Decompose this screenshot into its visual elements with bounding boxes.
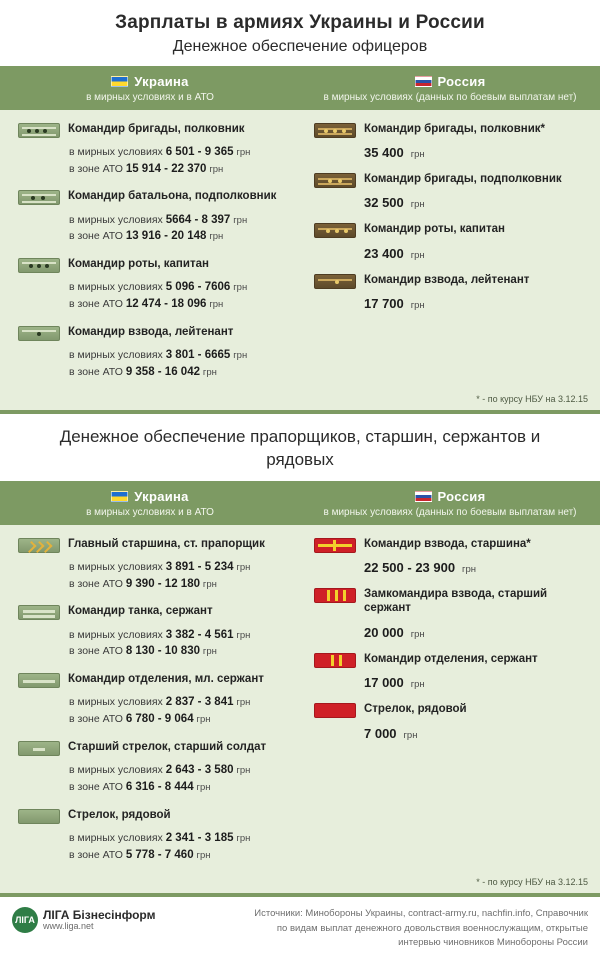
officers-panel-body bbox=[0, 110, 600, 395]
amount-peace: 6 501 - 9 365 bbox=[165, 145, 234, 158]
rank-title: Командир взвода, лейтенант bbox=[364, 273, 530, 286]
amount-peace: 2 837 - 3 841 bbox=[165, 696, 234, 709]
currency-label: грн bbox=[410, 249, 425, 261]
shoulder-board-icon bbox=[314, 538, 356, 553]
rank-title: Командир отделения, сержант bbox=[364, 652, 538, 665]
list-item bbox=[314, 222, 590, 260]
header-ukraine bbox=[0, 485, 300, 525]
shoulder-board-icon bbox=[314, 123, 356, 138]
pay-amount bbox=[364, 560, 590, 575]
currency-label: грн bbox=[410, 628, 425, 640]
sources-line-2: по видам выплат денежного довольствия военнослужащим, открытые bbox=[276, 922, 588, 934]
russia-flag-icon bbox=[415, 76, 432, 87]
pay-ato bbox=[69, 296, 290, 313]
label-ato: в зоне АТО bbox=[69, 230, 123, 243]
rank-title: Командир взвода, старшина* bbox=[364, 537, 531, 550]
amount-ato: 12 474 - 18 096 bbox=[125, 298, 207, 311]
pay-amount bbox=[364, 675, 590, 690]
pay-amount bbox=[364, 296, 590, 311]
currency-label: грн bbox=[209, 299, 224, 311]
rank-title: Командир отделения, мл. сержант bbox=[68, 673, 264, 686]
currency-label: грн bbox=[233, 282, 248, 294]
sources-note bbox=[254, 907, 588, 950]
list-item bbox=[314, 537, 590, 575]
rank-title: Командир бригады, полковник bbox=[68, 122, 245, 135]
section-title-enlisted: Денежное обеспечение прапорщиков, старшин, сержантов и рядовых bbox=[59, 427, 541, 469]
amount-peace: 2 643 - 3 580 bbox=[165, 764, 234, 777]
amount-ato: 6 316 - 8 444 bbox=[125, 780, 194, 793]
amount-value: 22 500 - 23 900 bbox=[364, 560, 456, 576]
officers-column-ukraine bbox=[0, 110, 300, 395]
pay-ato bbox=[69, 711, 290, 728]
pay-amount bbox=[364, 726, 590, 741]
pay-amount bbox=[364, 195, 590, 210]
currency-label: грн bbox=[202, 646, 217, 658]
pay-ato bbox=[69, 779, 290, 796]
amount-value: 32 500 bbox=[364, 195, 404, 211]
amount-ato: 15 914 - 22 370 bbox=[125, 162, 207, 175]
shoulder-board-icon bbox=[314, 653, 356, 668]
shoulder-board-icon bbox=[314, 588, 356, 603]
shoulder-board-icon bbox=[314, 703, 356, 718]
currency-label: грн bbox=[196, 781, 211, 793]
header-russia bbox=[300, 485, 600, 525]
list-item bbox=[314, 652, 590, 690]
list-item bbox=[18, 740, 290, 796]
pay-peace bbox=[69, 694, 290, 711]
rank-title: Стрелок, рядовой bbox=[68, 808, 171, 821]
shoulder-board-icon bbox=[314, 223, 356, 238]
pay-peace bbox=[69, 279, 290, 296]
amount-peace: 3 891 - 5 234 bbox=[165, 561, 234, 574]
ukraine-flag-icon bbox=[111, 76, 128, 87]
currency-label: грн bbox=[403, 729, 418, 741]
list-item bbox=[314, 587, 590, 640]
amount-value: 17 700 bbox=[364, 296, 404, 312]
conditions-label-russia: в мирных условиях (данных по боевым выплатам нет) bbox=[323, 506, 577, 518]
pay-ato bbox=[69, 364, 290, 381]
logo[interactable] bbox=[12, 907, 155, 933]
rank-title: Командир роты, капитан bbox=[364, 223, 505, 236]
shoulder-board-icon bbox=[18, 123, 60, 138]
country-label-russia: Россия bbox=[437, 74, 486, 90]
pay-peace bbox=[69, 559, 290, 576]
list-item bbox=[314, 122, 590, 160]
list-item bbox=[18, 808, 290, 864]
rank-title: Главный старшина, ст. прапорщик bbox=[68, 537, 265, 550]
list-item bbox=[314, 702, 590, 740]
amount-value: 23 400 bbox=[364, 245, 404, 261]
list-item bbox=[18, 257, 290, 313]
rank-title: Стрелок, рядовой bbox=[364, 703, 467, 716]
header-russia bbox=[300, 70, 600, 110]
header-ukraine bbox=[0, 70, 300, 110]
label-ato: в зоне АТО bbox=[69, 848, 123, 861]
currency-label: грн bbox=[236, 146, 251, 158]
currency-label: грн bbox=[236, 629, 251, 641]
rank-title: Командир роты, капитан bbox=[68, 258, 209, 271]
amount-ato: 8 130 - 10 830 bbox=[125, 645, 200, 658]
page-subtitle: Денежное обеспечение офицеров bbox=[172, 37, 428, 55]
footnote-enlisted: * - по курсу НБУ на 3.12.15 bbox=[476, 877, 588, 888]
sources-line-3: интервью чиновников Минобороны России bbox=[398, 936, 588, 948]
currency-label: грн bbox=[236, 832, 251, 844]
enlisted-column-russia bbox=[300, 525, 600, 878]
amount-value: 17 000 bbox=[364, 675, 404, 691]
pay-ato bbox=[69, 643, 290, 660]
logo-name: ЛІГА Бізнесінформ bbox=[43, 907, 156, 922]
pay-peace bbox=[69, 212, 290, 229]
shoulder-board-icon bbox=[18, 538, 60, 553]
label-ato: в зоне АТО bbox=[69, 577, 123, 590]
currency-label: грн bbox=[202, 578, 217, 590]
shoulder-board-icon bbox=[314, 274, 356, 289]
currency-label: грн bbox=[236, 697, 251, 709]
amount-peace: 3 801 - 6665 bbox=[165, 349, 231, 362]
russia-flag-icon bbox=[415, 491, 432, 502]
pay-peace bbox=[69, 830, 290, 847]
logo-icon: ЛІГА bbox=[12, 907, 38, 933]
list-item bbox=[18, 325, 290, 381]
pay-peace bbox=[69, 347, 290, 364]
currency-label: грн bbox=[196, 714, 211, 726]
list-item bbox=[18, 189, 290, 245]
currency-label: грн bbox=[202, 366, 217, 378]
page-title: Зарплаты в армиях Украины и России bbox=[115, 12, 485, 33]
footer bbox=[0, 897, 600, 950]
amount-value: 20 000 bbox=[364, 624, 404, 640]
label-ato: в зоне АТО bbox=[69, 298, 123, 311]
currency-label: грн bbox=[233, 350, 248, 362]
currency-label: грн bbox=[410, 679, 425, 691]
label-peace: в мирных условиях bbox=[69, 696, 163, 709]
rank-title: Командир бригады, подполковник bbox=[364, 172, 562, 185]
amount-ato: 9 390 - 12 180 bbox=[125, 577, 200, 590]
footnote-marker: * bbox=[526, 537, 531, 550]
enlisted-panel bbox=[0, 481, 600, 898]
rank-title: Командир взвода, лейтенант bbox=[68, 325, 234, 338]
label-peace: в мирных условиях bbox=[69, 145, 163, 158]
ukraine-flag-icon bbox=[111, 491, 128, 502]
amount-peace: 3 382 - 4 561 bbox=[165, 628, 234, 641]
amount-peace: 5 096 - 7606 bbox=[165, 281, 231, 294]
enlisted-panel-header bbox=[0, 485, 600, 525]
footnote-marker: * bbox=[540, 122, 546, 135]
title-block bbox=[0, 0, 600, 66]
shoulder-board-icon bbox=[18, 190, 60, 205]
currency-label: грн bbox=[233, 214, 248, 226]
amount-value: 35 400 bbox=[364, 144, 404, 160]
list-item bbox=[314, 273, 590, 311]
label-ato: в зоне АТО bbox=[69, 365, 123, 378]
label-peace: в мирных условиях bbox=[69, 213, 163, 226]
pay-amount bbox=[364, 246, 590, 261]
amount-ato: 13 916 - 20 148 bbox=[125, 230, 207, 243]
amount-peace: 5664 - 8 397 bbox=[165, 213, 231, 226]
list-item bbox=[18, 122, 290, 178]
conditions-label-ukraine: в мирных условиях и в АТО bbox=[86, 91, 214, 103]
rank-title: Старший стрелок, старший солдат bbox=[68, 740, 267, 753]
currency-label: грн bbox=[462, 564, 476, 576]
list-item bbox=[18, 672, 290, 728]
officers-column-russia bbox=[300, 110, 600, 395]
pay-ato bbox=[69, 576, 290, 593]
pay-ato bbox=[69, 228, 290, 245]
rank-title: Замкомандира взвода, старший сержант bbox=[364, 588, 548, 615]
label-peace: в мирных условиях bbox=[69, 764, 163, 777]
shoulder-board-icon bbox=[18, 809, 60, 824]
conditions-label-ukraine: в мирных условиях и в АТО bbox=[86, 506, 214, 518]
label-ato: в зоне АТО bbox=[69, 162, 123, 175]
officers-panel-header bbox=[0, 70, 600, 110]
rank-title: Командир батальона, подполковник bbox=[68, 190, 277, 203]
label-ato: в зоне АТО bbox=[69, 645, 123, 658]
amount-ato: 5 778 - 7 460 bbox=[125, 848, 194, 861]
shoulder-board-icon bbox=[314, 173, 356, 188]
pay-ato bbox=[69, 847, 290, 864]
label-peace: в мирных условиях bbox=[69, 349, 163, 362]
pay-peace bbox=[69, 144, 290, 161]
rank-title: Командир танка, сержант bbox=[68, 605, 213, 618]
list-item bbox=[18, 604, 290, 660]
amount-peace: 2 341 - 3 185 bbox=[165, 831, 234, 844]
currency-label: грн bbox=[209, 163, 224, 175]
currency-label: грн bbox=[236, 765, 251, 777]
pay-ato bbox=[69, 161, 290, 178]
label-peace: в мирных условиях bbox=[69, 628, 163, 641]
shoulder-board-icon bbox=[18, 673, 60, 688]
shoulder-board-icon bbox=[18, 741, 60, 756]
sources-line-1: Источники: Минобороны Украины, contract-army.ru, nachfin.info, Справочник bbox=[254, 908, 588, 920]
currency-label: грн bbox=[410, 148, 425, 160]
label-peace: в мирных условиях bbox=[69, 831, 163, 844]
footnote-officers: * - по курсу НБУ на 3.12.15 bbox=[476, 394, 588, 405]
list-item bbox=[18, 537, 290, 593]
logo-url[interactable]: www.liga.net bbox=[43, 920, 94, 931]
enlisted-column-ukraine bbox=[0, 525, 300, 878]
label-peace: в мирных условиях bbox=[69, 281, 163, 294]
pay-amount bbox=[364, 145, 590, 160]
list-item bbox=[314, 172, 590, 210]
label-ato: в зоне АТО bbox=[69, 713, 123, 726]
pay-peace bbox=[69, 762, 290, 779]
country-label-ukraine: Украина bbox=[134, 74, 189, 90]
amount-value: 7 000 bbox=[364, 725, 397, 741]
amount-ato: 6 780 - 9 064 bbox=[125, 713, 194, 726]
label-peace: в мирных условиях bbox=[69, 561, 163, 574]
currency-label: грн bbox=[410, 300, 425, 312]
currency-label: грн bbox=[196, 849, 211, 861]
country-label-russia: Россия bbox=[437, 489, 486, 505]
amount-ato: 9 358 - 16 042 bbox=[125, 365, 200, 378]
shoulder-board-icon bbox=[18, 326, 60, 341]
conditions-label-russia: в мирных условиях (данных по боевым выплатам нет) bbox=[323, 91, 577, 103]
rank-title: Командир бригады, полковник* bbox=[364, 122, 546, 135]
pay-amount bbox=[364, 625, 590, 640]
officers-panel bbox=[0, 66, 600, 415]
shoulder-board-icon bbox=[18, 605, 60, 620]
currency-label: грн bbox=[209, 231, 224, 243]
currency-label: грн bbox=[236, 562, 251, 574]
enlisted-panel-body bbox=[0, 525, 600, 878]
country-label-ukraine: Украина bbox=[134, 489, 189, 505]
label-ato: в зоне АТО bbox=[69, 780, 123, 793]
currency-label: грн bbox=[410, 199, 425, 211]
shoulder-board-icon bbox=[18, 258, 60, 273]
pay-peace bbox=[69, 627, 290, 644]
